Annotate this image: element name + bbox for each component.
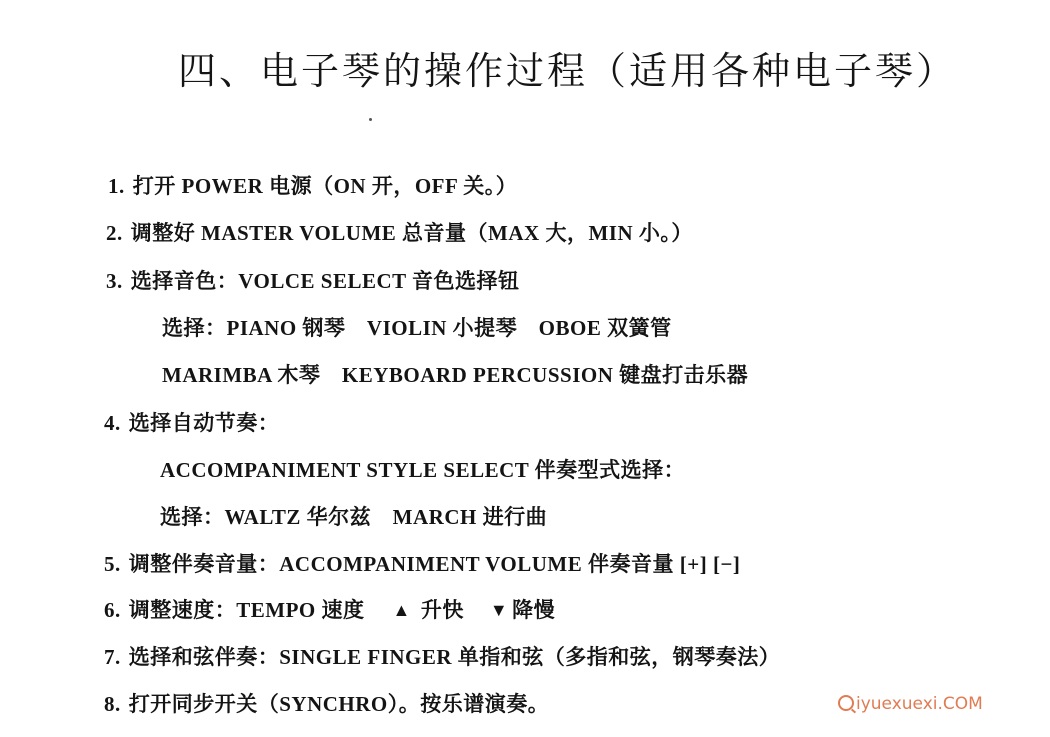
site-watermark	[838, 694, 983, 714]
step-number: 1.	[108, 174, 125, 198]
step-number: 2.	[106, 221, 123, 245]
step-text: 调整好 MASTER VOLUME 总音量（MAX 大，MIN 小。）	[130, 221, 693, 245]
step-1	[108, 170, 517, 200]
step-5	[104, 548, 740, 578]
step-text: 选择音色：VOLCE SELECT 音色选择钮	[130, 269, 520, 293]
step-text: 调整伴奏音量：ACCOMPANIMENT VOLUME 伴奏音量 [+] [−]	[128, 552, 741, 576]
step-7	[104, 641, 780, 671]
watermark-text: iyuexuexi.COM	[856, 694, 983, 714]
step-number: 8.	[104, 692, 121, 716]
speed-up-label: 升快	[420, 598, 464, 622]
page-title: 四、电子琴的操作过程（适用各种电子琴）	[178, 49, 958, 93]
step-text: 打开 POWER 电源（ON 开，OFF 关。）	[132, 174, 518, 198]
down-triangle-icon: ▼	[489, 600, 509, 620]
step-number: 3.	[106, 269, 123, 293]
step-text: MARIMBA 木琴 KEYBOARD PERCUSSION 键盘打击乐器	[162, 363, 749, 387]
step-3-options-2	[162, 359, 748, 389]
step-4-options	[160, 501, 547, 531]
speed-down-label: 降慢	[512, 598, 556, 622]
scan-speck	[369, 118, 372, 121]
step-text: 选择自动节奏：	[128, 411, 280, 435]
step-4	[104, 407, 279, 437]
magnifier-logo-icon	[838, 695, 854, 711]
step-text: 调整速度：TEMPO 速度	[128, 598, 365, 622]
step-4-style	[160, 454, 685, 484]
step-6	[104, 594, 555, 624]
up-triangle-icon: ▲	[392, 600, 411, 620]
step-text: 选择：WALTZ 华尔兹 MARCH 进行曲	[160, 505, 548, 529]
step-number: 5.	[104, 552, 121, 576]
step-number: 6.	[104, 598, 121, 622]
step-text: 选择：PIANO 钢琴 VIOLIN 小提琴 OBOE 双簧管	[162, 316, 672, 340]
step-number: 4.	[104, 411, 121, 435]
step-text: 选择和弦伴奏：SINGLE FINGER 单指和弦（多指和弦，钢琴奏法）	[128, 645, 781, 669]
step-2	[106, 217, 693, 247]
step-text: ACCOMPANIMENT STYLE SELECT 伴奏型式选择：	[160, 458, 686, 482]
step-8	[104, 688, 549, 718]
step-3	[106, 265, 520, 295]
step-number: 7.	[104, 645, 121, 669]
step-3-options	[162, 312, 672, 342]
step-text: 打开同步开关（SYNCHRO）。按乐谱演奏。	[128, 692, 550, 716]
